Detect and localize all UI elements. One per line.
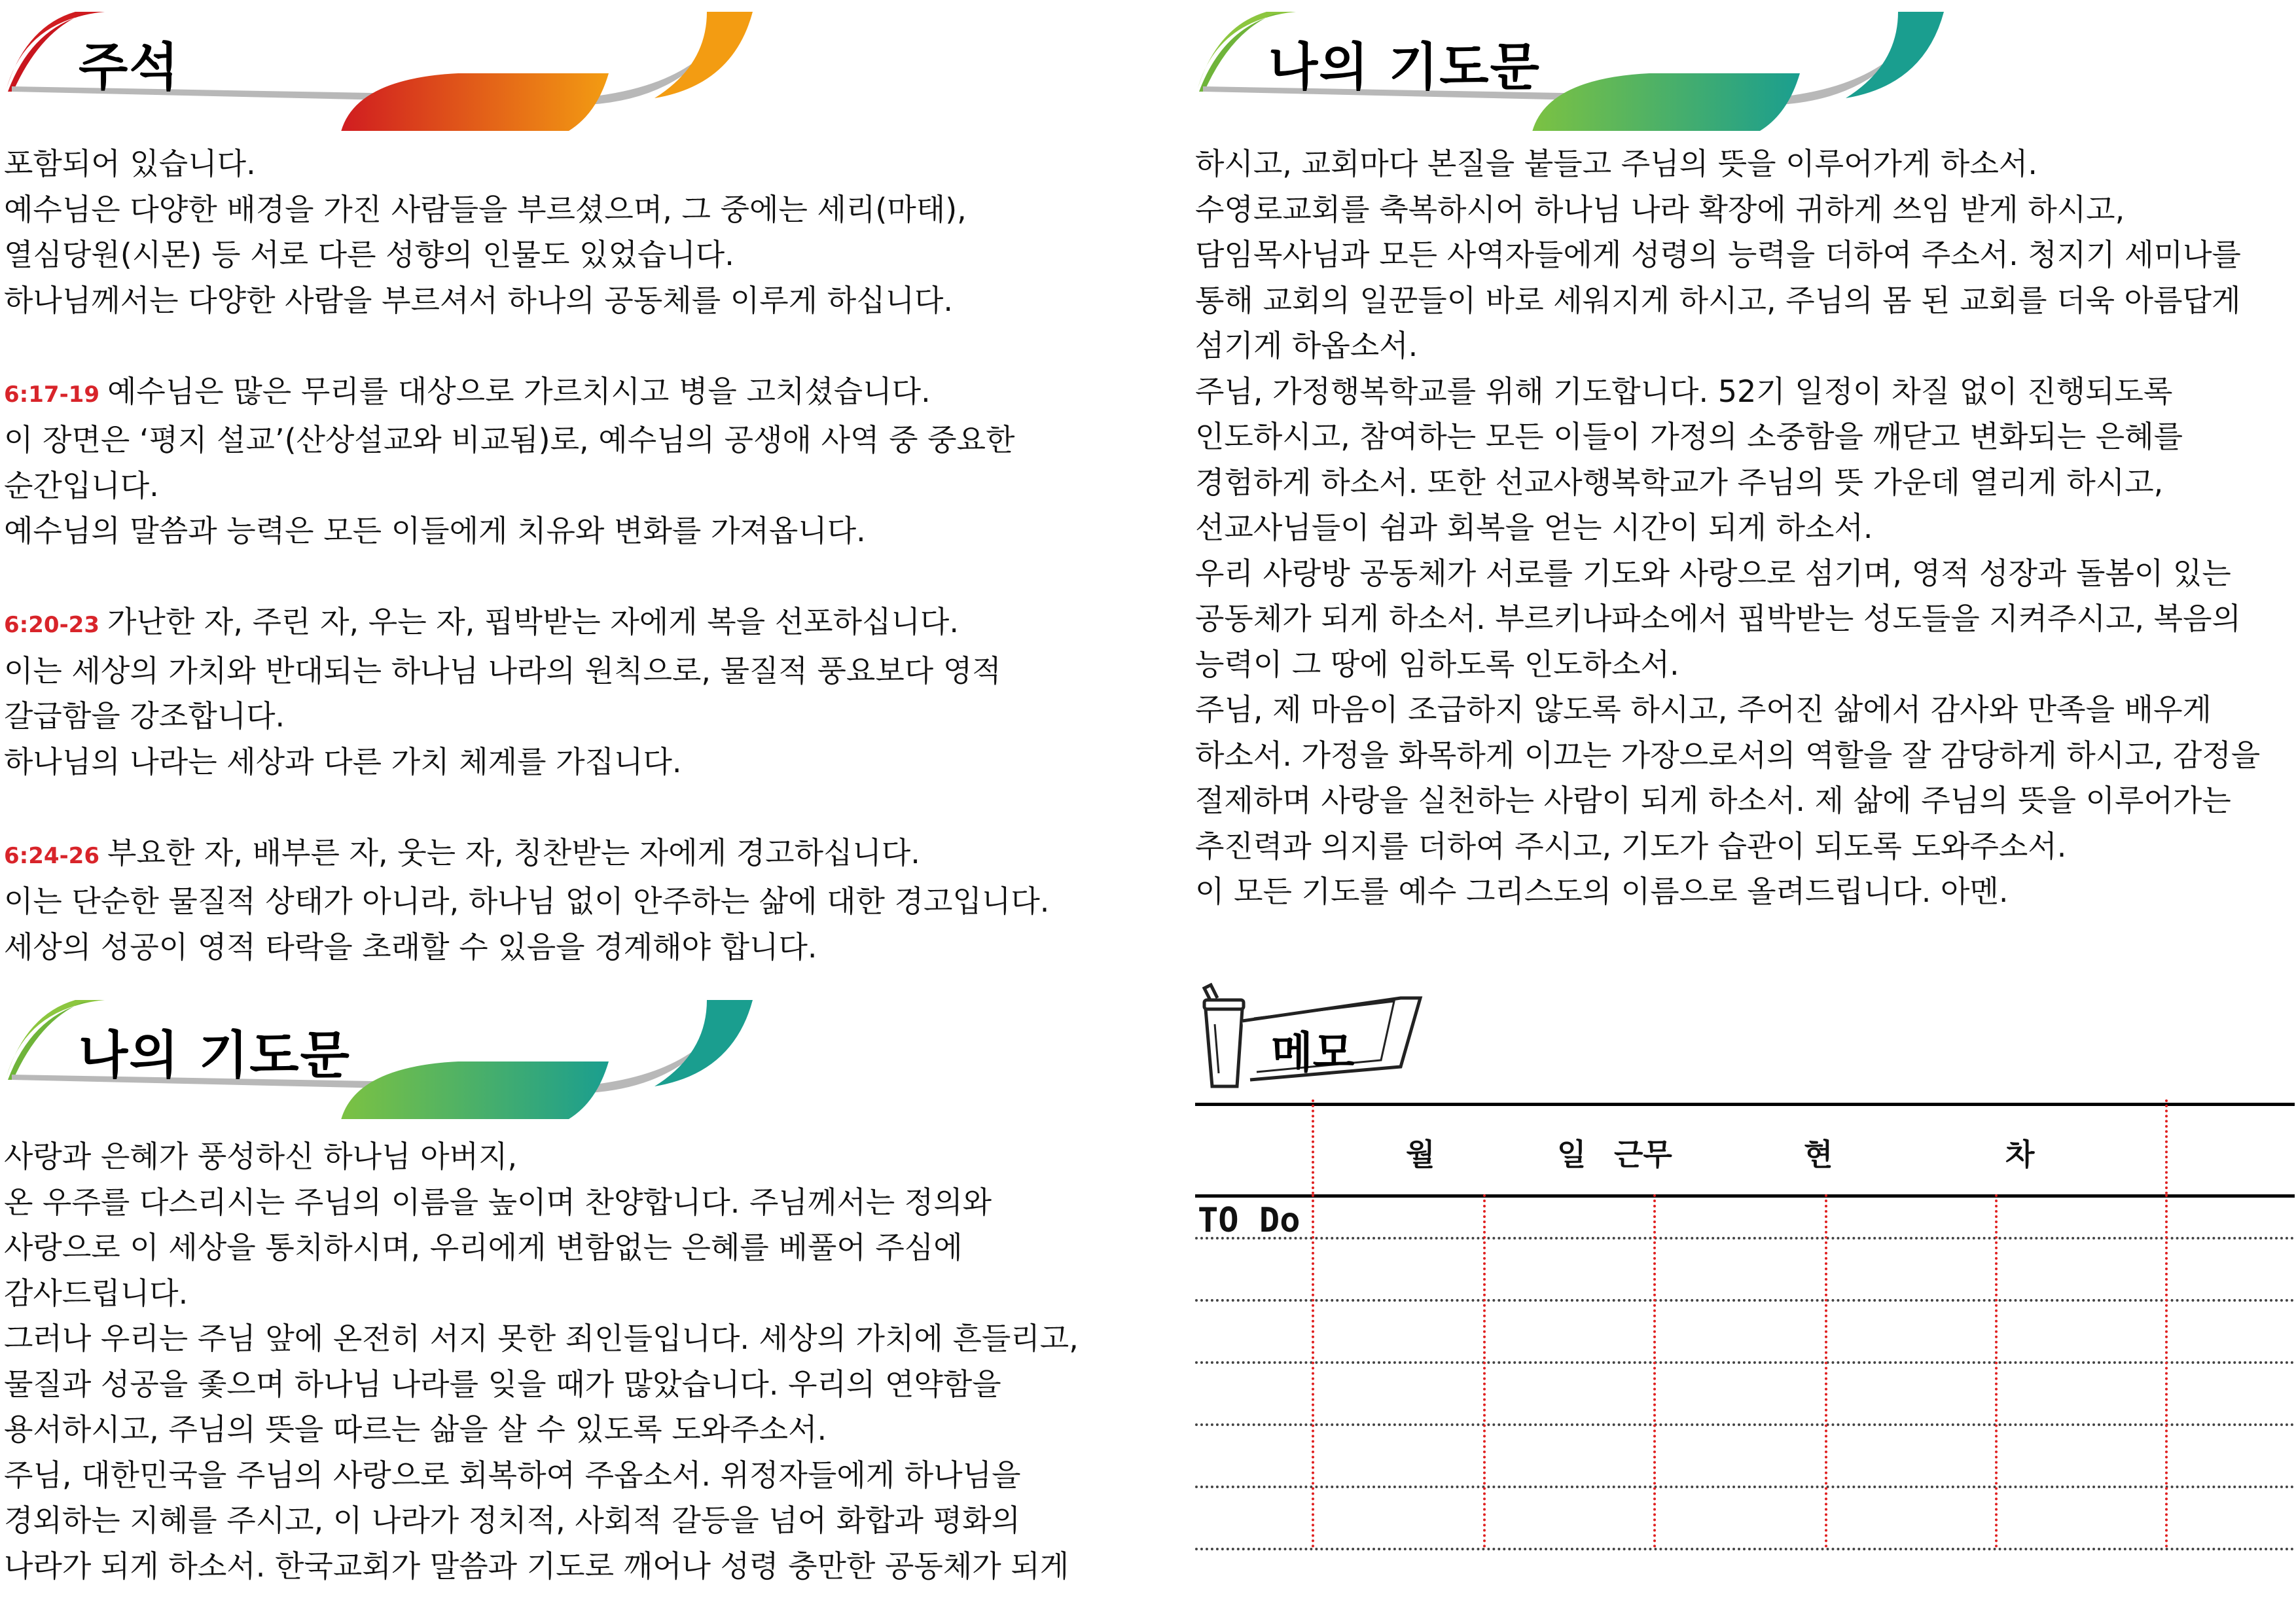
todo-row-line [1195, 1299, 2295, 1302]
right-prayer-title: 나의 기도문 [1268, 38, 1541, 97]
verse-section-1: 6:17-19 예수님은 많은 무리를 대상으로 가르치시고 병을 고치셨습니다. [4, 373, 931, 409]
right-prayer-header [1191, 0, 2296, 131]
prayer-line: 하소서. 가정을 화목하게 이끄는 가장으로서의 역할을 잘 감당하게 하시고, 감정을 [1195, 737, 2261, 773]
commentary-line: 포함되어 있습니다. [4, 146, 256, 181]
commentary-body [0, 141, 1049, 970]
prayer-line: 경외하는 지혜를 주시고, 이 나라가 정치적, 사회적 갈등을 넘어 화합과 평화의 [4, 1503, 1020, 1538]
prayer-line: 담임목사님과 모든 사역자들에게 성령의 능력을 더하여 주소서. 청지기 세미나를 [1195, 237, 2241, 272]
day-column-divider [2165, 1194, 2168, 1548]
day-column-divider [1995, 1194, 1998, 1548]
prayer-line: 통해 교회의 일꾼들이 바로 세워지게 하시고, 주님의 몸 된 교회를 더욱 아름답게 [1195, 282, 2241, 318]
todo-row-line [1195, 1237, 2295, 1240]
commentary-title: 주석 [79, 38, 180, 97]
commentary-line: 갈급함을 강조합니다. [4, 698, 285, 734]
prayer-line: 그러나 우리는 주님 앞에 온전히 서지 못한 죄인들입니다. 세상의 가치에 흔들리고, [4, 1321, 1079, 1356]
day-column-divider [1653, 1194, 1656, 1548]
prayer-line: 주님, 제 마음이 조급하지 않도록 하시고, 주어진 삶에서 감사와 만족을 배우게 [1195, 692, 2212, 727]
todo-row-line [1195, 1548, 2295, 1550]
todo-label: TO Do [1198, 1201, 1300, 1240]
prayer-line: 용서하시고, 주님의 뜻을 따르는 삶을 살 수 있도록 도와주소서. [4, 1412, 827, 1447]
day-label-mon: 월 [1406, 1137, 1435, 1172]
memo-day-header-row [1195, 1103, 2295, 1198]
prayer-line: 사랑과 은혜가 풍성하신 하나님 아버지, [4, 1139, 518, 1174]
commentary-line: 예수님의 말씀과 능력은 모든 이들에게 치유와 변화를 가져옵니다. [4, 513, 866, 548]
todo-row-line [1195, 1486, 2295, 1488]
commentary-line: 이 장면은 ‘평지 설교’(산상설교와 비교됨)로, 예수님의 공생애 사역 중 중요한 [4, 422, 1015, 457]
todo-row-line [1195, 1361, 2295, 1364]
verse-section-3: 6:24-26 부요한 자, 배부른 자, 웃는 자, 칭찬받는 자에게 경고하십니다. [4, 834, 920, 870]
prayer-line: 온 우주를 다스리시는 주님의 이름을 높이며 찬양합니다. 주님께서는 정의와 [4, 1184, 992, 1220]
prayer-line: 하시고, 교회마다 본질을 붙들고 주님의 뜻을 이루어가게 하소서. [1195, 146, 2037, 181]
prayer-line: 섬기게 하옵소서. [1195, 328, 1418, 363]
prayer-line: 절제하며 사랑을 실천하는 사람이 되게 하소서. 제 삶에 주님의 뜻을 이루어가는 [1195, 783, 2231, 818]
left-prayer-body [0, 1134, 1079, 1589]
prayer-line: 선교사님들이 쉼과 회복을 얻는 시간이 되게 하소서. [1195, 510, 1873, 545]
memo-section [1191, 955, 2296, 1610]
prayer-line: 공동체가 되게 하소서. 부르키나파소에서 핍박받는 성도들을 지켜주시고, 복음의 [1195, 601, 2241, 636]
prayer-line: 물질과 성공을 좇으며 하나님 나라를 잊을 때가 많았습니다. 우리의 연약함을 [4, 1366, 1001, 1402]
prayer-line: 주님, 가정행복학교를 위해 기도합니다. 52기 일정이 차질 없이 진행되도록 [1195, 373, 2173, 409]
day-label-il: 일 [1557, 1137, 1587, 1172]
todo-row-line [1195, 1423, 2295, 1426]
day-column-divider [1825, 1194, 1827, 1548]
verse-ref-3: 6:24-26 [4, 842, 99, 869]
header-divider [2165, 1099, 2168, 1194]
memo-title: 메모 [1271, 1027, 1355, 1078]
prayer-line: 수영로교회를 축복하시어 하나님 나라 확장에 귀하게 쓰임 받게 하시고, [1195, 191, 2125, 227]
day-column-divider [1483, 1194, 1486, 1548]
commentary-header [0, 0, 1152, 131]
verse-ref-2: 6:20-23 [4, 612, 99, 638]
prayer-line: 사랑으로 이 세상을 통치하시며, 우리에게 변함없는 은혜를 베풀어 주심에 [4, 1230, 963, 1265]
prayer-line: 추진력과 의지를 더하여 주시고, 기도가 습관이 되도록 도와주소서. [1195, 828, 2067, 864]
memo-table [1195, 1103, 2295, 1240]
commentary-line: 세상의 성공이 영적 타락을 초래할 수 있음을 경계해야 합니다. [4, 929, 817, 965]
commentary-line: 이는 세상의 가치와 반대되는 하나님 나라의 원칙으로, 물질적 풍요보다 영적 [4, 652, 1001, 688]
commentary-line: 순간입니다. [4, 467, 159, 503]
header-divider [1312, 1099, 1314, 1194]
prayer-line: 우리 사랑방 공동체가 서로를 기도와 사랑으로 섬기며, 영적 성장과 돌봄이 있는 [1195, 555, 2231, 591]
prayer-line: 인도하시고, 참여하는 모든 이들이 가정의 소중함을 깨닫고 변화되는 은혜를 [1195, 419, 2183, 454]
commentary-line: 하나님의 나라는 세상과 다른 가치 체계를 가집니다. [4, 743, 682, 779]
prayer-line: 나라가 되게 하소서. 한국교회가 말씀과 기도로 깨어나 성령 충만한 공동체가 되게 [4, 1548, 1069, 1584]
commentary-line: 예수님은 다양한 배경을 가진 사람들을 부르셨으며, 그 중에는 세리(마태), [4, 191, 967, 227]
commentary-line: 열심당원(시몬) 등 서로 다른 성향의 인물도 있었습니다. [4, 237, 734, 272]
left-prayer-title: 나의 기도문 [79, 1026, 351, 1085]
verse-ref-1: 6:17-19 [4, 381, 99, 408]
day-label-cha: 차 [2005, 1137, 2035, 1172]
prayer-line: 경험하게 하소서. 또한 선교사행복학교가 주님의 뜻 가운데 열리게 하시고, [1195, 464, 2164, 500]
day-label-work: 근무 [1614, 1137, 1672, 1172]
left-column [0, 0, 1152, 1584]
prayer-line: 주님, 대한민국을 주님의 사랑으로 회복하여 주옵소서. 위정자들에게 하나님을 [4, 1457, 1021, 1493]
prayer-line: 감사드립니다. [4, 1275, 188, 1311]
day-column-divider [1312, 1194, 1314, 1548]
prayer-line: 이 모든 기도를 예수 그리스도의 이름으로 올려드립니다. 아멘. [1195, 874, 2009, 909]
right-prayer-body [1191, 141, 2260, 915]
verse-section-2: 6:20-23 가난한 자, 주린 자, 우는 자, 핍박받는 자에게 복을 선포하십니다. [4, 604, 959, 639]
prayer-line: 능력이 그 땅에 임하도록 인도하소서. [1195, 646, 1679, 682]
commentary-line: 하나님께서는 다양한 사람을 부르셔서 하나의 공동체를 이루게 하십니다. [4, 282, 954, 318]
day-label-hyeon: 현 [1804, 1137, 1833, 1172]
left-prayer-header [0, 988, 785, 1119]
right-column [1191, 0, 2296, 909]
commentary-line: 이는 단순한 물질적 상태가 아니라, 하나님 없이 안주하는 삶에 대한 경고입니다. [4, 883, 1050, 919]
